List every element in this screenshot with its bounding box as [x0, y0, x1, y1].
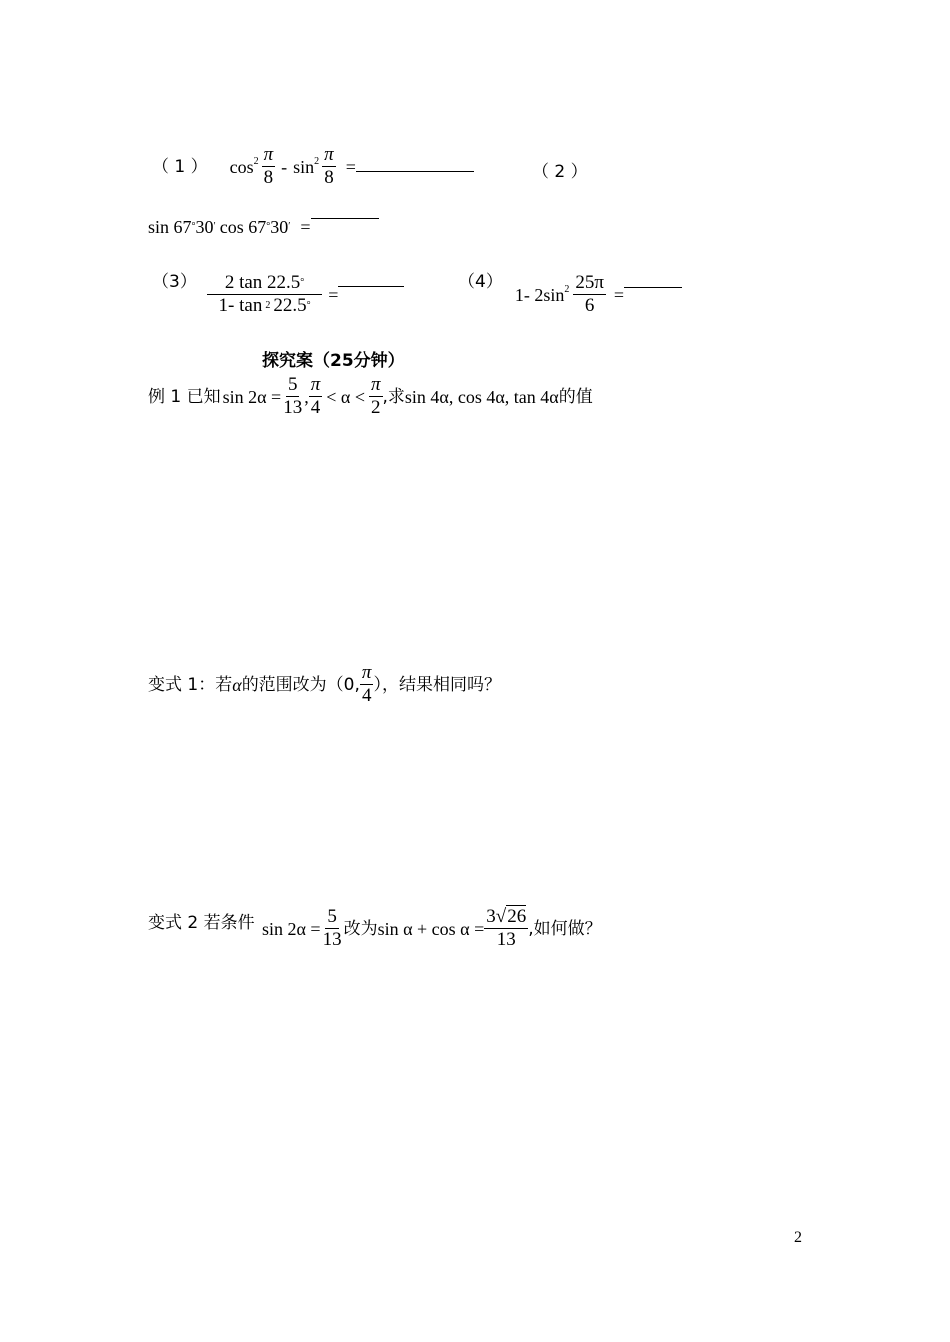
- problem-1-frac-2-num: π: [324, 144, 334, 165]
- problem-2-degree-2: °: [266, 221, 271, 232]
- variant-2-frac-1-num: 5: [327, 906, 337, 927]
- problem-3-answer-blank[interactable]: [338, 286, 404, 287]
- variant-1-frac: [360, 662, 374, 707]
- problem-1: [152, 144, 474, 189]
- sqrt-icon: √: [495, 906, 507, 927]
- example-1: [148, 374, 593, 419]
- variant-1-mid: 的范围改为（0,: [241, 674, 360, 695]
- problem-4: [458, 272, 682, 317]
- problem-1-exp-2: 2: [314, 156, 320, 167]
- problem-4-lead: 1- 2sin: [514, 284, 565, 305]
- example-1-frac-1: [281, 374, 304, 419]
- example-1-prefix: 例 1 已知: [148, 386, 221, 407]
- problem-1-frac-1-den: 8: [263, 167, 274, 188]
- problem-2-minute-2: ′: [288, 221, 291, 232]
- variant-1-frac-den: 4: [361, 685, 372, 706]
- variant-2-mid: 改为: [343, 918, 378, 939]
- variant-2-frac-1-den: 13: [322, 929, 342, 950]
- problem-1-frac-1-num: π: [263, 144, 274, 165]
- problem-1-minus: -: [281, 156, 288, 177]
- example-1-targets: sin 4α, cos 4α, tan 4α: [404, 386, 559, 407]
- problem-4-frac-den: 6: [584, 295, 595, 316]
- problem-4-answer-blank[interactable]: [624, 287, 682, 288]
- problem-3-den-exp: 2: [265, 300, 271, 311]
- variant-2-frac-2-num: [484, 906, 528, 929]
- section-title: 探究案（25分钟）: [262, 351, 405, 371]
- variant-2-frac-2-den: 13: [496, 929, 516, 950]
- problem-2-equals: =: [300, 217, 311, 237]
- variant-1-prefix: 变式 1：若: [148, 674, 233, 695]
- variant-2: [262, 906, 602, 951]
- problem-1-frac-2-den: 8: [324, 167, 334, 188]
- problem-4-frac: [573, 272, 606, 317]
- problem-1-label: （ 1 ）: [152, 156, 208, 177]
- variant-1-suffix: ），结果相同吗？: [373, 674, 501, 695]
- example-1-frac-1-den: 13: [283, 397, 303, 418]
- problem-3-num-degree: °: [300, 277, 305, 288]
- problem-1-exp-1: 2: [253, 156, 259, 167]
- example-1-comma: ,: [304, 386, 309, 407]
- variant-2-frac-2: [484, 906, 528, 951]
- example-1-sin2a: sin 2α =: [222, 386, 282, 407]
- example-1-frac-1-num: 5: [287, 374, 298, 395]
- problem-4-frac-num: 25π: [575, 272, 604, 293]
- problem-2-answer-blank[interactable]: [311, 218, 379, 219]
- variant-2-sum: sin α + cos α =: [377, 918, 485, 939]
- problem-3-den-degree: °: [306, 300, 311, 311]
- variant-2-suffix: ,如何做？: [528, 918, 602, 939]
- variant-2-root: 26: [507, 906, 527, 927]
- example-1-frac-3-num: π: [370, 374, 381, 395]
- variant-2-sin2a: sin 2α =: [262, 918, 321, 939]
- example-1-frac-2-num: π: [310, 374, 321, 395]
- problem-1-frac-2: [322, 144, 336, 189]
- problem-2-30-2: 30: [270, 217, 289, 237]
- example-1-ask: ,求: [382, 386, 405, 407]
- problem-2-label: （ 2 ）: [532, 162, 588, 182]
- example-1-frac-2-den: 4: [310, 397, 321, 418]
- problem-1-sin: sin: [293, 156, 315, 177]
- variant-1-frac-num: π: [361, 662, 372, 683]
- problem-4-equals: =: [613, 284, 625, 305]
- problem-4-label: （4）: [458, 272, 503, 292]
- example-1-frac-3-den: 2: [371, 397, 381, 418]
- problem-3-den-b: 22.5: [273, 295, 307, 316]
- example-1-suffix: 的值: [558, 386, 593, 407]
- problem-3-den-a: 1- tan: [218, 295, 263, 316]
- problem-2: [148, 217, 379, 237]
- problem-1-answer-blank[interactable]: [356, 171, 474, 172]
- page-number: 2: [794, 1229, 802, 1246]
- problem-4-exp: 2: [564, 284, 570, 295]
- example-1-frac-2: [309, 374, 323, 419]
- problem-3: [152, 272, 404, 317]
- problem-3-frac-num: [207, 272, 322, 295]
- variant-2-frac-1: [321, 906, 344, 951]
- problem-2-sin67: sin 67: [148, 217, 192, 237]
- problem-1-equals: =: [345, 156, 356, 177]
- variant-2-coef: 3: [486, 906, 496, 927]
- problem-3-frac-den: [217, 295, 313, 317]
- problem-3-label: （3）: [152, 272, 197, 292]
- problem-1-frac-1: [262, 144, 276, 189]
- problem-3-frac: [207, 272, 322, 317]
- problem-2-30-1: 30: [195, 217, 214, 237]
- problem-3-num-text: 2 tan 22.5: [224, 272, 301, 293]
- problem-2-cos67: cos 67: [219, 217, 267, 237]
- variant-1: [148, 662, 501, 707]
- variant-2-prefix: 变式 2 若条件: [148, 913, 255, 933]
- problem-2-degree-1: °: [191, 221, 196, 232]
- problem-2-minute-1: ′: [213, 221, 216, 232]
- example-1-inequality: < α <: [326, 386, 365, 407]
- example-1-frac-3: [369, 374, 383, 419]
- problem-3-equals: =: [328, 284, 339, 305]
- variant-1-alpha: α: [232, 674, 242, 695]
- problem-1-cos: cos: [229, 156, 254, 177]
